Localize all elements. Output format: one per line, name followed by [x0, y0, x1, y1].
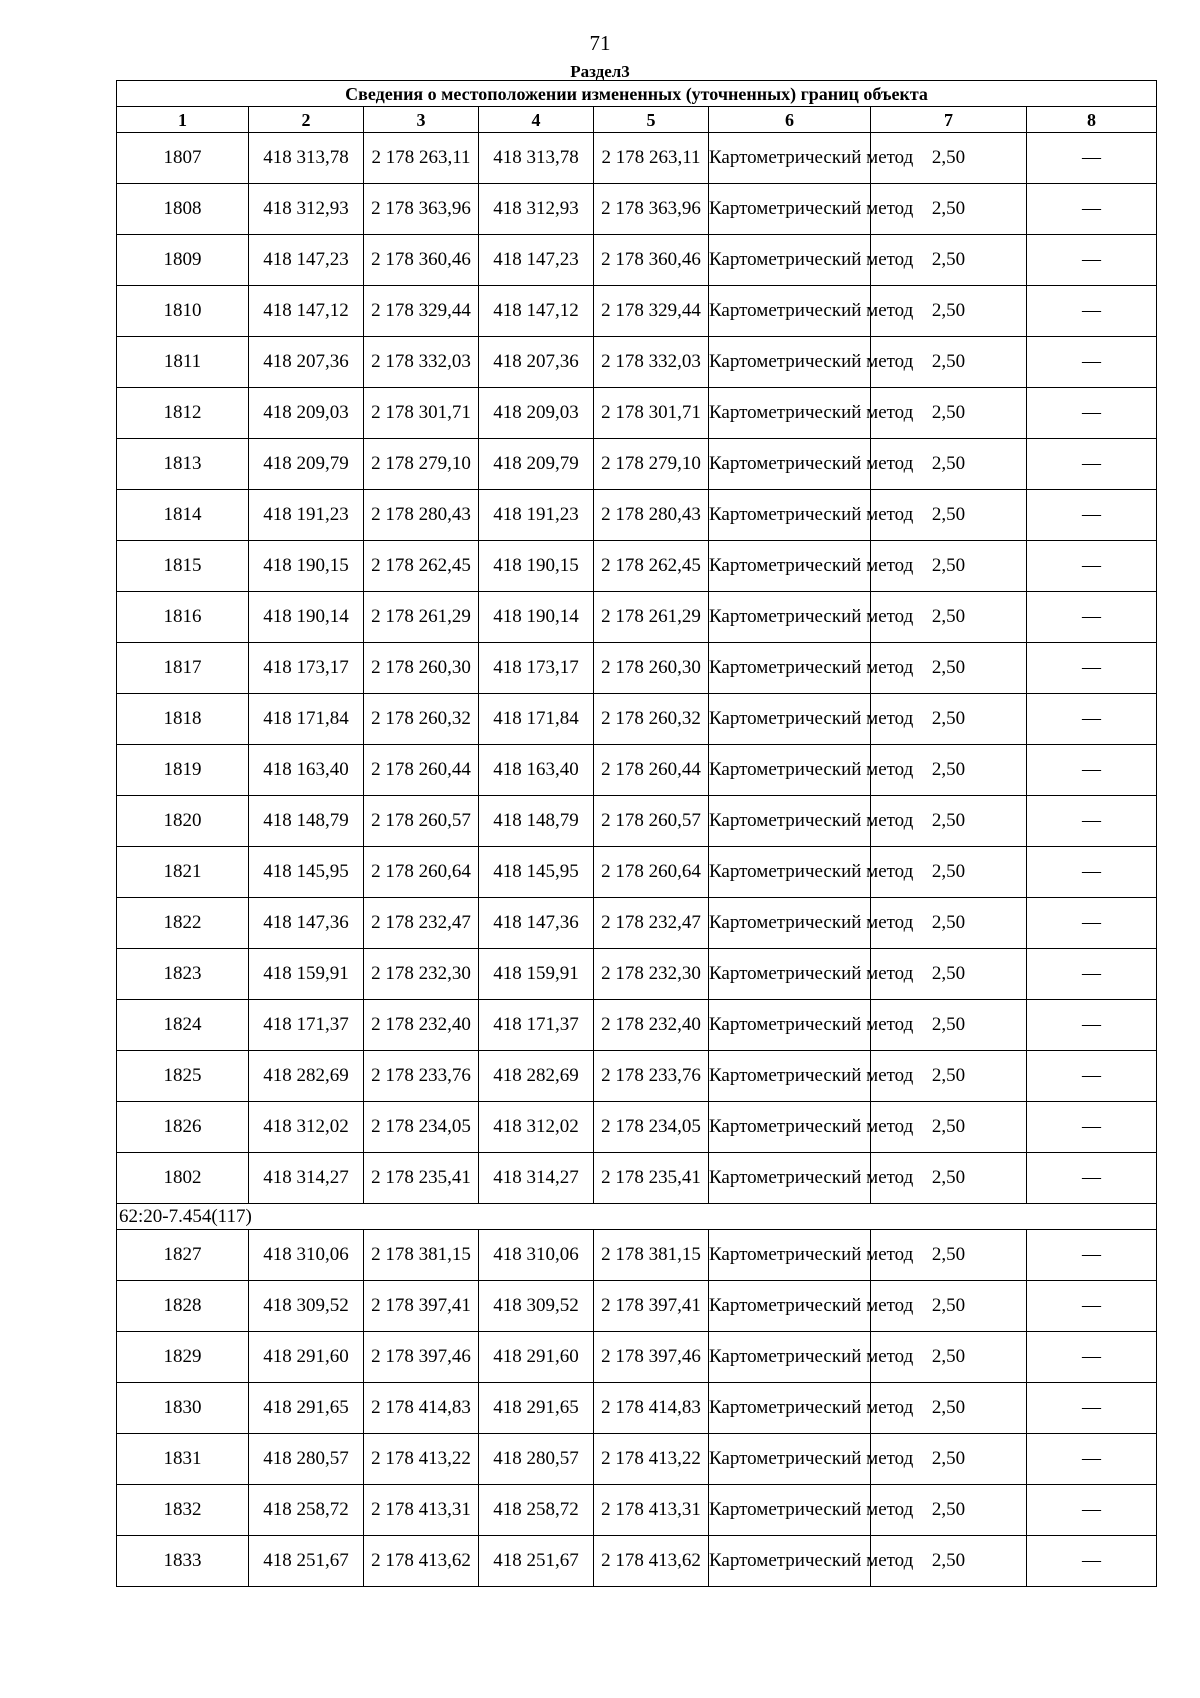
accuracy-cell: 2,50	[871, 1434, 1027, 1485]
method-cell: Картометрический метод	[709, 796, 871, 847]
method-cell: Картометрический метод	[709, 847, 871, 898]
table-row	[117, 745, 1157, 796]
old-y-cell: 2 178 261,29	[364, 592, 479, 643]
old-y-cell: 2 178 360,46	[364, 235, 479, 286]
point-number-cell: 1822	[117, 898, 249, 949]
note-cell: —	[1027, 694, 1157, 745]
new-y-cell: 2 178 232,47	[594, 898, 709, 949]
point-number-cell: 1823	[117, 949, 249, 1000]
old-x-cell: 418 159,91	[249, 949, 364, 1000]
new-x-cell: 418 159,91	[479, 949, 594, 1000]
point-number-cell: 1811	[117, 337, 249, 388]
point-number-cell: 1810	[117, 286, 249, 337]
point-number-cell: 1828	[117, 1281, 249, 1332]
accuracy-cell: 2,50	[871, 796, 1027, 847]
old-x-cell: 418 207,36	[249, 337, 364, 388]
point-number-cell: 1819	[117, 745, 249, 796]
new-x-cell: 418 312,02	[479, 1102, 594, 1153]
note-cell: —	[1027, 184, 1157, 235]
accuracy-cell: 2,50	[871, 1332, 1027, 1383]
new-y-cell: 2 178 279,10	[594, 439, 709, 490]
old-y-cell: 2 178 260,30	[364, 643, 479, 694]
old-x-cell: 418 171,37	[249, 1000, 364, 1051]
method-cell: Картометрический метод	[709, 949, 871, 1000]
old-x-cell: 418 310,06	[249, 1230, 364, 1281]
new-y-cell: 2 178 261,29	[594, 592, 709, 643]
column-number: 4	[479, 107, 594, 133]
table-row	[117, 490, 1157, 541]
method-cell: Картометрический метод	[709, 541, 871, 592]
method-cell: Картометрический метод	[709, 133, 871, 184]
method-cell: Картометрический метод	[709, 1102, 871, 1153]
new-y-cell: 2 178 235,41	[594, 1153, 709, 1204]
note-cell: —	[1027, 1281, 1157, 1332]
old-x-cell: 418 147,36	[249, 898, 364, 949]
old-y-cell: 2 178 381,15	[364, 1230, 479, 1281]
accuracy-cell: 2,50	[871, 643, 1027, 694]
column-number: 7	[871, 107, 1027, 133]
column-number: 6	[709, 107, 871, 133]
old-y-cell: 2 178 260,64	[364, 847, 479, 898]
point-number-cell: 1809	[117, 235, 249, 286]
note-cell: —	[1027, 949, 1157, 1000]
point-number-cell: 1815	[117, 541, 249, 592]
new-x-cell: 418 280,57	[479, 1434, 594, 1485]
method-cell: Картометрический метод	[709, 388, 871, 439]
table-row	[117, 439, 1157, 490]
note-cell: —	[1027, 133, 1157, 184]
method-cell: Картометрический метод	[709, 184, 871, 235]
accuracy-cell: 2,50	[871, 235, 1027, 286]
new-y-cell: 2 178 260,64	[594, 847, 709, 898]
old-x-cell: 418 147,12	[249, 286, 364, 337]
note-cell: —	[1027, 1102, 1157, 1153]
point-number-cell: 1820	[117, 796, 249, 847]
point-number-cell: 1817	[117, 643, 249, 694]
new-x-cell: 418 148,79	[479, 796, 594, 847]
note-cell: —	[1027, 235, 1157, 286]
table-row	[117, 337, 1157, 388]
old-y-cell: 2 178 397,41	[364, 1281, 479, 1332]
old-y-cell: 2 178 413,22	[364, 1434, 479, 1485]
note-cell: —	[1027, 1383, 1157, 1434]
new-x-cell: 418 147,36	[479, 898, 594, 949]
accuracy-cell: 2,50	[871, 388, 1027, 439]
table-row	[117, 184, 1157, 235]
method-cell: Картометрический метод	[709, 898, 871, 949]
table-row	[117, 133, 1157, 184]
old-y-cell: 2 178 260,57	[364, 796, 479, 847]
new-x-cell: 418 313,78	[479, 133, 594, 184]
new-y-cell: 2 178 263,11	[594, 133, 709, 184]
accuracy-cell: 2,50	[871, 1230, 1027, 1281]
page-number: 71	[589, 31, 611, 55]
point-number-cell: 1816	[117, 592, 249, 643]
table-row	[117, 1153, 1157, 1204]
group-label: 62:20-7.454(117)	[117, 1204, 1157, 1230]
method-cell: Картометрический метод	[709, 1485, 871, 1536]
point-number-cell: 1829	[117, 1332, 249, 1383]
note-cell: —	[1027, 1153, 1157, 1204]
new-y-cell: 2 178 233,76	[594, 1051, 709, 1102]
accuracy-cell: 2,50	[871, 1000, 1027, 1051]
old-y-cell: 2 178 414,83	[364, 1383, 479, 1434]
old-x-cell: 418 280,57	[249, 1434, 364, 1485]
table-row	[117, 898, 1157, 949]
old-x-cell: 418 190,14	[249, 592, 364, 643]
point-number-cell: 1827	[117, 1230, 249, 1281]
note-cell: —	[1027, 1000, 1157, 1051]
point-number-cell: 1825	[117, 1051, 249, 1102]
new-y-cell: 2 178 413,31	[594, 1485, 709, 1536]
old-y-cell: 2 178 279,10	[364, 439, 479, 490]
new-x-cell: 418 291,60	[479, 1332, 594, 1383]
point-number-cell: 1808	[117, 184, 249, 235]
method-cell: Картометрический метод	[709, 490, 871, 541]
method-cell: Картометрический метод	[709, 1153, 871, 1204]
old-y-cell: 2 178 262,45	[364, 541, 479, 592]
new-x-cell: 418 209,03	[479, 388, 594, 439]
old-x-cell: 418 314,27	[249, 1153, 364, 1204]
method-cell: Картометрический метод	[709, 1332, 871, 1383]
new-x-cell: 418 282,69	[479, 1051, 594, 1102]
old-x-cell: 418 190,15	[249, 541, 364, 592]
table-row	[117, 1485, 1157, 1536]
old-y-cell: 2 178 232,47	[364, 898, 479, 949]
accuracy-cell: 2,50	[871, 1536, 1027, 1587]
note-cell: —	[1027, 541, 1157, 592]
old-x-cell: 418 309,52	[249, 1281, 364, 1332]
old-y-cell: 2 178 235,41	[364, 1153, 479, 1204]
old-x-cell: 418 282,69	[249, 1051, 364, 1102]
old-y-cell: 2 178 301,71	[364, 388, 479, 439]
old-y-cell: 2 178 260,44	[364, 745, 479, 796]
old-y-cell: 2 178 413,62	[364, 1536, 479, 1587]
old-y-cell: 2 178 329,44	[364, 286, 479, 337]
new-x-cell: 418 190,15	[479, 541, 594, 592]
old-x-cell: 418 145,95	[249, 847, 364, 898]
accuracy-cell: 2,50	[871, 694, 1027, 745]
method-cell: Картометрический метод	[709, 1536, 871, 1587]
method-cell: Картометрический метод	[709, 439, 871, 490]
table-row	[117, 541, 1157, 592]
accuracy-cell: 2,50	[871, 1102, 1027, 1153]
table-row	[117, 643, 1157, 694]
method-cell: Картометрический метод	[709, 1051, 871, 1102]
new-y-cell: 2 178 413,22	[594, 1434, 709, 1485]
old-y-cell: 2 178 332,03	[364, 337, 479, 388]
old-x-cell: 418 171,84	[249, 694, 364, 745]
old-x-cell: 418 312,93	[249, 184, 364, 235]
table-row	[117, 286, 1157, 337]
old-x-cell: 418 148,79	[249, 796, 364, 847]
column-number: 3	[364, 107, 479, 133]
note-cell: —	[1027, 898, 1157, 949]
old-x-cell: 418 147,23	[249, 235, 364, 286]
note-cell: —	[1027, 490, 1157, 541]
accuracy-cell: 2,50	[871, 949, 1027, 1000]
point-number-cell: 1821	[117, 847, 249, 898]
table-row	[117, 388, 1157, 439]
table-row	[117, 1434, 1157, 1485]
note-cell: —	[1027, 1230, 1157, 1281]
table-row	[117, 1383, 1157, 1434]
new-x-cell: 418 310,06	[479, 1230, 594, 1281]
note-cell: —	[1027, 592, 1157, 643]
old-y-cell: 2 178 232,40	[364, 1000, 479, 1051]
new-x-cell: 418 309,52	[479, 1281, 594, 1332]
new-y-cell: 2 178 397,41	[594, 1281, 709, 1332]
accuracy-cell: 2,50	[871, 184, 1027, 235]
point-number-cell: 1832	[117, 1485, 249, 1536]
accuracy-cell: 2,50	[871, 439, 1027, 490]
accuracy-cell: 2,50	[871, 1051, 1027, 1102]
method-cell: Картометрический метод	[709, 1434, 871, 1485]
accuracy-cell: 2,50	[871, 286, 1027, 337]
old-x-cell: 418 251,67	[249, 1536, 364, 1587]
group-header-row	[117, 1204, 1157, 1230]
note-cell: —	[1027, 337, 1157, 388]
table-caption-row	[117, 81, 1157, 107]
new-y-cell: 2 178 360,46	[594, 235, 709, 286]
table-row	[117, 1332, 1157, 1383]
method-cell: Картометрический метод	[709, 1000, 871, 1051]
new-y-cell: 2 178 381,15	[594, 1230, 709, 1281]
point-number-cell: 1826	[117, 1102, 249, 1153]
accuracy-cell: 2,50	[871, 1383, 1027, 1434]
accuracy-cell: 2,50	[871, 1281, 1027, 1332]
column-number: 8	[1027, 107, 1157, 133]
new-y-cell: 2 178 232,30	[594, 949, 709, 1000]
accuracy-cell: 2,50	[871, 1485, 1027, 1536]
accuracy-cell: 2,50	[871, 337, 1027, 388]
accuracy-cell: 2,50	[871, 745, 1027, 796]
point-number-cell: 1807	[117, 133, 249, 184]
table-row	[117, 235, 1157, 286]
note-cell: —	[1027, 439, 1157, 490]
new-x-cell: 418 147,23	[479, 235, 594, 286]
old-x-cell: 418 291,65	[249, 1383, 364, 1434]
method-cell: Картометрический метод	[709, 1281, 871, 1332]
method-cell: Картометрический метод	[709, 286, 871, 337]
new-y-cell: 2 178 414,83	[594, 1383, 709, 1434]
table-row	[117, 1536, 1157, 1587]
method-cell: Картометрический метод	[709, 694, 871, 745]
accuracy-cell: 2,50	[871, 847, 1027, 898]
old-y-cell: 2 178 413,31	[364, 1485, 479, 1536]
old-y-cell: 2 178 234,05	[364, 1102, 479, 1153]
new-x-cell: 418 173,17	[479, 643, 594, 694]
new-x-cell: 418 291,65	[479, 1383, 594, 1434]
method-cell: Картометрический метод	[709, 745, 871, 796]
table-row	[117, 1051, 1157, 1102]
new-y-cell: 2 178 397,46	[594, 1332, 709, 1383]
new-y-cell: 2 178 260,32	[594, 694, 709, 745]
point-number-cell: 1813	[117, 439, 249, 490]
method-cell: Картометрический метод	[709, 235, 871, 286]
method-cell: Картометрический метод	[709, 1230, 871, 1281]
point-number-cell: 1812	[117, 388, 249, 439]
new-y-cell: 2 178 262,45	[594, 541, 709, 592]
new-y-cell: 2 178 260,30	[594, 643, 709, 694]
note-cell: —	[1027, 1051, 1157, 1102]
note-cell: —	[1027, 388, 1157, 439]
note-cell: —	[1027, 1434, 1157, 1485]
old-x-cell: 418 209,79	[249, 439, 364, 490]
old-x-cell: 418 291,60	[249, 1332, 364, 1383]
new-x-cell: 418 163,40	[479, 745, 594, 796]
note-cell: —	[1027, 1485, 1157, 1536]
note-cell: —	[1027, 643, 1157, 694]
accuracy-cell: 2,50	[871, 490, 1027, 541]
accuracy-cell: 2,50	[871, 1153, 1027, 1204]
new-x-cell: 418 171,84	[479, 694, 594, 745]
old-y-cell: 2 178 260,32	[364, 694, 479, 745]
new-y-cell: 2 178 332,03	[594, 337, 709, 388]
new-y-cell: 2 178 232,40	[594, 1000, 709, 1051]
old-x-cell: 418 173,17	[249, 643, 364, 694]
old-x-cell: 418 163,40	[249, 745, 364, 796]
column-number-row	[117, 107, 1157, 133]
new-x-cell: 418 314,27	[479, 1153, 594, 1204]
new-x-cell: 418 191,23	[479, 490, 594, 541]
method-cell: Картометрический метод	[709, 643, 871, 694]
note-cell: —	[1027, 745, 1157, 796]
new-y-cell: 2 178 234,05	[594, 1102, 709, 1153]
column-number: 1	[117, 107, 249, 133]
new-y-cell: 2 178 363,96	[594, 184, 709, 235]
point-number-cell: 1831	[117, 1434, 249, 1485]
accuracy-cell: 2,50	[871, 898, 1027, 949]
new-x-cell: 418 258,72	[479, 1485, 594, 1536]
table-row	[117, 1102, 1157, 1153]
point-number-cell: 1818	[117, 694, 249, 745]
column-number: 2	[249, 107, 364, 133]
table-row	[117, 949, 1157, 1000]
new-y-cell: 2 178 413,62	[594, 1536, 709, 1587]
note-cell: —	[1027, 847, 1157, 898]
new-x-cell: 418 171,37	[479, 1000, 594, 1051]
table-row	[117, 694, 1157, 745]
new-y-cell: 2 178 329,44	[594, 286, 709, 337]
column-number: 5	[594, 107, 709, 133]
new-x-cell: 418 312,93	[479, 184, 594, 235]
new-x-cell: 418 251,67	[479, 1536, 594, 1587]
new-x-cell: 418 207,36	[479, 337, 594, 388]
old-y-cell: 2 178 232,30	[364, 949, 479, 1000]
old-y-cell: 2 178 363,96	[364, 184, 479, 235]
accuracy-cell: 2,50	[871, 133, 1027, 184]
accuracy-cell: 2,50	[871, 592, 1027, 643]
table-row	[117, 1230, 1157, 1281]
old-y-cell: 2 178 397,46	[364, 1332, 479, 1383]
boundary-coordinates-table	[116, 80, 1157, 1587]
old-x-cell: 418 313,78	[249, 133, 364, 184]
note-cell: —	[1027, 796, 1157, 847]
new-x-cell: 418 190,14	[479, 592, 594, 643]
note-cell: —	[1027, 1332, 1157, 1383]
old-y-cell: 2 178 280,43	[364, 490, 479, 541]
table-row	[117, 1000, 1157, 1051]
old-y-cell: 2 178 233,76	[364, 1051, 479, 1102]
method-cell: Картометрический метод	[709, 592, 871, 643]
old-x-cell: 418 258,72	[249, 1485, 364, 1536]
new-y-cell: 2 178 280,43	[594, 490, 709, 541]
method-cell: Картометрический метод	[709, 1383, 871, 1434]
old-x-cell: 418 191,23	[249, 490, 364, 541]
note-cell: —	[1027, 1536, 1157, 1587]
section-label: Раздел3	[570, 62, 630, 81]
new-y-cell: 2 178 260,57	[594, 796, 709, 847]
new-x-cell: 418 145,95	[479, 847, 594, 898]
table-row	[117, 847, 1157, 898]
table-caption: Сведения о местоположении измененных (уточненных) границ объекта	[117, 81, 1157, 107]
new-x-cell: 418 209,79	[479, 439, 594, 490]
point-number-cell: 1824	[117, 1000, 249, 1051]
table-row	[117, 1281, 1157, 1332]
note-cell: —	[1027, 286, 1157, 337]
method-cell: Картометрический метод	[709, 337, 871, 388]
new-x-cell: 418 147,12	[479, 286, 594, 337]
point-number-cell: 1830	[117, 1383, 249, 1434]
table-row	[117, 592, 1157, 643]
point-number-cell: 1802	[117, 1153, 249, 1204]
point-number-cell: 1814	[117, 490, 249, 541]
new-y-cell: 2 178 301,71	[594, 388, 709, 439]
old-y-cell: 2 178 263,11	[364, 133, 479, 184]
old-x-cell: 418 209,03	[249, 388, 364, 439]
new-y-cell: 2 178 260,44	[594, 745, 709, 796]
accuracy-cell: 2,50	[871, 541, 1027, 592]
table-row	[117, 796, 1157, 847]
old-x-cell: 418 312,02	[249, 1102, 364, 1153]
point-number-cell: 1833	[117, 1536, 249, 1587]
